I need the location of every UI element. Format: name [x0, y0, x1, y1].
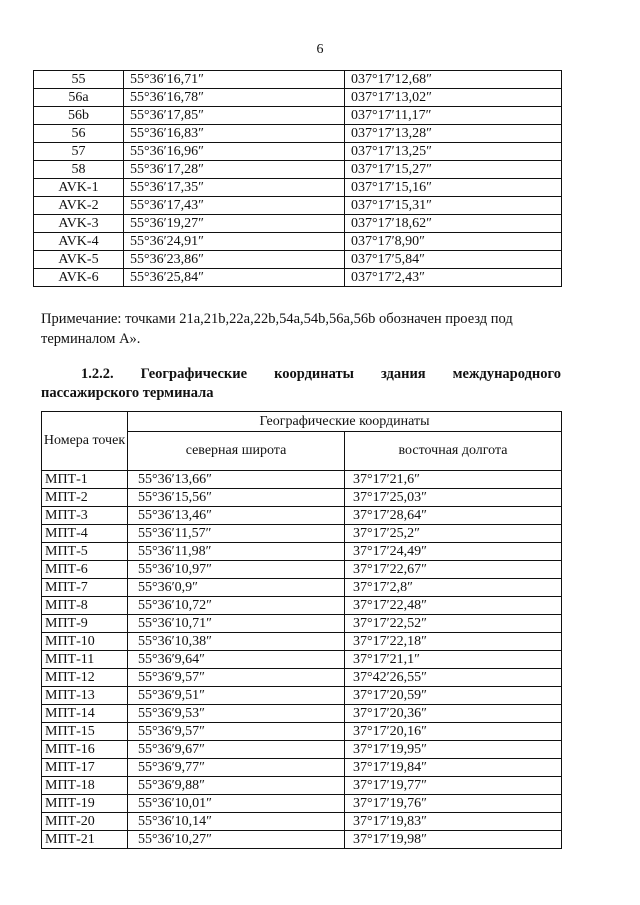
point-id-cell: 58	[34, 161, 124, 179]
point-id-cell: МПТ-18	[42, 777, 128, 795]
table-row	[34, 269, 562, 287]
table-row	[42, 597, 562, 615]
longitude-cell: 37°17′22,48″	[345, 597, 562, 615]
longitude-cell: 037°17′15,27″	[345, 161, 562, 179]
table-row	[42, 723, 562, 741]
longitude-cell: 037°17′15,16″	[345, 179, 562, 197]
longitude-cell: 037°17′12,68″	[345, 71, 562, 89]
table-row	[42, 525, 562, 543]
point-id-cell: 55	[34, 71, 124, 89]
point-id-cell: МПТ-2	[42, 489, 128, 507]
table-row	[42, 579, 562, 597]
section-heading-line1	[41, 365, 561, 384]
point-id-cell: AVK-1	[34, 179, 124, 197]
latitude-cell: 55°36′10,14″	[128, 813, 345, 831]
longitude-cell: 37°17′25,03″	[345, 489, 562, 507]
point-id-cell: AVK-5	[34, 251, 124, 269]
terminal-table-body	[42, 471, 562, 849]
longitude-cell: 37°17′19,77″	[345, 777, 562, 795]
latitude-cell: 55°36′13,46″	[128, 507, 345, 525]
table-row	[42, 489, 562, 507]
longitude-cell: 37°17′20,36″	[345, 705, 562, 723]
table-row	[42, 651, 562, 669]
point-id-cell: МПТ-5	[42, 543, 128, 561]
section-heading-line2: пассажирского терминала	[41, 385, 214, 401]
longitude-cell: 037°17′13,02″	[345, 89, 562, 107]
point-id-cell: AVK-3	[34, 215, 124, 233]
header-point-numbers: Номера точек	[42, 412, 128, 471]
latitude-cell: 55°36′16,78″	[124, 89, 345, 107]
point-id-cell: МПТ-19	[42, 795, 128, 813]
latitude-cell: 55°36′17,35″	[124, 179, 345, 197]
point-id-cell: МПТ-1	[42, 471, 128, 489]
section-number: 1.2.2.	[81, 366, 114, 382]
longitude-cell: 37°17′22,52″	[345, 615, 562, 633]
longitude-cell: 37°17′2,8″	[345, 579, 562, 597]
point-id-cell: МПТ-3	[42, 507, 128, 525]
latitude-cell: 55°36′10,38″	[128, 633, 345, 651]
longitude-cell: 37°17′19,98″	[345, 831, 562, 849]
point-id-cell: МПТ-14	[42, 705, 128, 723]
longitude-cell: 37°17′22,18″	[345, 633, 562, 651]
coordinates-table-body	[34, 71, 562, 287]
latitude-cell: 55°36′9,88″	[128, 777, 345, 795]
table-row	[42, 633, 562, 651]
table-row	[42, 669, 562, 687]
table-row	[34, 125, 562, 143]
header-geo-coordinates: Географические координаты	[128, 412, 562, 432]
table-row	[42, 543, 562, 561]
point-id-cell: МПТ-16	[42, 741, 128, 759]
table-header	[42, 412, 562, 471]
latitude-cell: 55°36′15,56″	[128, 489, 345, 507]
longitude-cell: 37°17′24,49″	[345, 543, 562, 561]
point-id-cell: AVK-6	[34, 269, 124, 287]
latitude-cell: 55°36′11,98″	[128, 543, 345, 561]
point-id-cell: МПТ-12	[42, 669, 128, 687]
table-row	[34, 71, 562, 89]
longitude-cell: 37°17′19,76″	[345, 795, 562, 813]
section-word: здания	[380, 366, 426, 382]
latitude-cell: 55°36′16,96″	[124, 143, 345, 161]
latitude-cell: 55°36′16,83″	[124, 125, 345, 143]
point-id-cell: МПТ-13	[42, 687, 128, 705]
latitude-cell: 55°36′10,27″	[128, 831, 345, 849]
header-latitude: северная широта	[128, 432, 345, 471]
latitude-cell: 55°36′25,84″	[124, 269, 345, 287]
section-word: Географические	[140, 366, 248, 382]
table-row	[42, 759, 562, 777]
point-id-cell: МПТ-15	[42, 723, 128, 741]
latitude-cell: 55°36′10,97″	[128, 561, 345, 579]
table-row	[34, 233, 562, 251]
latitude-cell: 55°36′23,86″	[124, 251, 345, 269]
latitude-cell: 55°36′19,27″	[124, 215, 345, 233]
point-id-cell: 56b	[34, 107, 124, 125]
point-id-cell: МПТ-10	[42, 633, 128, 651]
table-row	[42, 507, 562, 525]
section-heading	[41, 365, 561, 403]
table-row	[34, 161, 562, 179]
table-row	[42, 615, 562, 633]
coordinates-table-continued	[33, 70, 562, 287]
table-row	[42, 471, 562, 489]
table-row	[42, 705, 562, 723]
longitude-cell: 37°17′19,83″	[345, 813, 562, 831]
page-number: 6	[316, 42, 324, 57]
table-row	[34, 143, 562, 161]
table-row	[42, 687, 562, 705]
longitude-cell: 37°17′19,95″	[345, 741, 562, 759]
latitude-cell: 55°36′10,71″	[128, 615, 345, 633]
point-id-cell: МПТ-6	[42, 561, 128, 579]
latitude-cell: 55°36′9,51″	[128, 687, 345, 705]
longitude-cell: 037°17′11,17″	[345, 107, 562, 125]
table-row	[34, 107, 562, 125]
table-row	[34, 197, 562, 215]
longitude-cell: 37°17′20,59″	[345, 687, 562, 705]
section-word: координаты	[274, 366, 354, 382]
point-id-cell: МПТ-7	[42, 579, 128, 597]
longitude-cell: 037°17′13,28″	[345, 125, 562, 143]
longitude-cell: 37°17′25,2″	[345, 525, 562, 543]
latitude-cell: 55°36′11,57″	[128, 525, 345, 543]
latitude-cell: 55°36′10,72″	[128, 597, 345, 615]
longitude-cell: 037°17′8,90″	[345, 233, 562, 251]
point-id-cell: AVK-2	[34, 197, 124, 215]
note-text: Примечание: точками 21a,21b,22a,22b,54a,54b,56a,56b обозначен проезд под терминалом А».	[41, 311, 513, 347]
point-id-cell: МПТ-8	[42, 597, 128, 615]
latitude-cell: 55°36′9,77″	[128, 759, 345, 777]
latitude-cell: 55°36′9,53″	[128, 705, 345, 723]
section-word: международного	[452, 366, 561, 382]
latitude-cell: 55°36′9,57″	[128, 669, 345, 687]
table-row	[42, 831, 562, 849]
longitude-cell: 037°17′5,84″	[345, 251, 562, 269]
longitude-cell: 37°17′22,67″	[345, 561, 562, 579]
point-id-cell: МПТ-17	[42, 759, 128, 777]
latitude-cell: 55°36′0,9″	[128, 579, 345, 597]
point-id-cell: МПТ-4	[42, 525, 128, 543]
table-row	[34, 215, 562, 233]
longitude-cell: 37°17′20,16″	[345, 723, 562, 741]
latitude-cell: 55°36′9,67″	[128, 741, 345, 759]
point-id-cell: 57	[34, 143, 124, 161]
longitude-cell: 37°17′28,64″	[345, 507, 562, 525]
table-row	[42, 741, 562, 759]
table-row	[34, 179, 562, 197]
longitude-cell: 37°17′21,6″	[345, 471, 562, 489]
point-id-cell: AVK-4	[34, 233, 124, 251]
latitude-cell: 55°36′17,85″	[124, 107, 345, 125]
longitude-cell: 037°17′15,31″	[345, 197, 562, 215]
longitude-cell: 037°17′13,25″	[345, 143, 562, 161]
latitude-cell: 55°36′17,43″	[124, 197, 345, 215]
terminal-coordinates-table	[41, 411, 562, 849]
table-row	[42, 561, 562, 579]
latitude-cell: 55°36′16,71″	[124, 71, 345, 89]
point-id-cell: МПТ-9	[42, 615, 128, 633]
point-id-cell: 56a	[34, 89, 124, 107]
point-id-cell: МПТ-11	[42, 651, 128, 669]
longitude-cell: 037°17′18,62″	[345, 215, 562, 233]
latitude-cell: 55°36′9,57″	[128, 723, 345, 741]
table-row	[34, 89, 562, 107]
table-row	[42, 813, 562, 831]
table-row	[34, 251, 562, 269]
point-id-cell: 56	[34, 125, 124, 143]
point-id-cell: МПТ-20	[42, 813, 128, 831]
table-row	[42, 795, 562, 813]
longitude-cell: 37°17′21,1″	[345, 651, 562, 669]
latitude-cell: 55°36′17,28″	[124, 161, 345, 179]
latitude-cell: 55°36′24,91″	[124, 233, 345, 251]
longitude-cell: 37°42′26,55″	[345, 669, 562, 687]
table-row	[42, 777, 562, 795]
header-longitude: восточная долгота	[345, 432, 562, 471]
latitude-cell: 55°36′9,64″	[128, 651, 345, 669]
longitude-cell: 37°17′19,84″	[345, 759, 562, 777]
latitude-cell: 55°36′13,66″	[128, 471, 345, 489]
longitude-cell: 037°17′2,43″	[345, 269, 562, 287]
latitude-cell: 55°36′10,01″	[128, 795, 345, 813]
point-id-cell: МПТ-21	[42, 831, 128, 849]
